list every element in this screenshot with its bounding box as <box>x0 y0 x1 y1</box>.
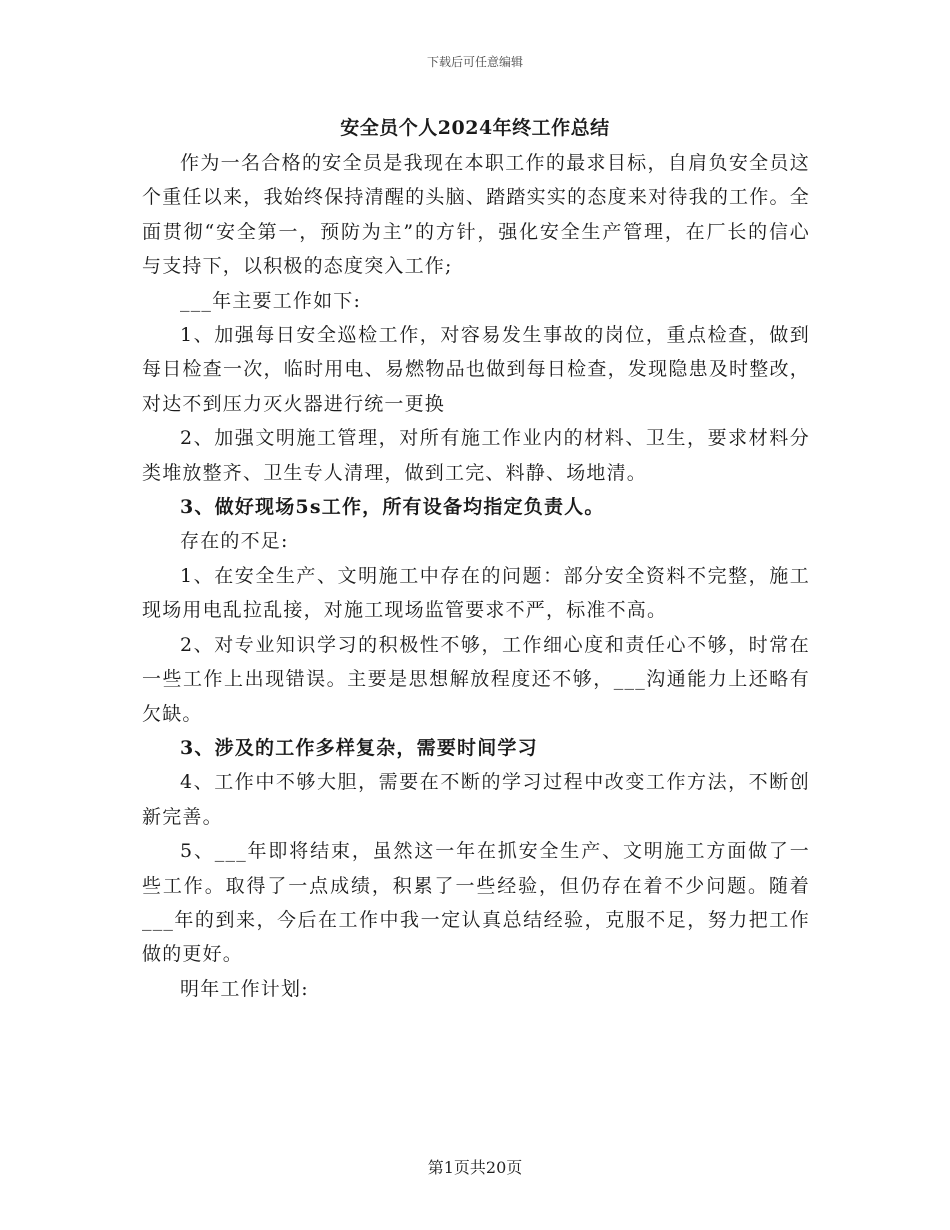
paragraph-bold: 3、涉及的工作多样复杂，需要时间学习 <box>180 736 538 759</box>
paragraph: 作为一名合格的安全员是我现在本职工作的最求目标，自肩负安全员这个重任以来，我始终保持清醒的头脑、踏踏实实的态度来对待我的工作。全面贯彻“安全第一，预防为主”的方针，强化安全生产管理，在厂长的信心与支持下，以积极的态度突入工作; <box>142 152 810 278</box>
paragraph: 1、在安全生产、文明施工中存在的问题：部分安全资料不完整，施工现场用电乱拉乱接，对施工现场监管要求不严，标准不高。 <box>142 564 810 622</box>
document-title: 安全员个人2024年终工作总结 <box>340 117 610 139</box>
page-footer: 第1页共20页 <box>427 1158 523 1177</box>
paragraph: 5、___年即将结束，虽然这一年在抓安全生产、文明施工方面做了一些工作。取得了一点成绩，积累了一些经验，但仍存在着不少问题。随着___年的到来，今后在工作中我一定认真总结经验，克服不足，努力把工作做的更好。 <box>142 840 810 966</box>
section-heading: 明年工作计划: <box>180 977 309 1000</box>
document-body <box>142 146 810 1006</box>
paragraph: ___年主要工作如下: <box>180 289 362 312</box>
paragraph-bold: 3、做好现场5s工作，所有设备均指定负责人。 <box>180 496 605 519</box>
paragraph: 4、工作中不够大胆，需要在不断的学习过程中改变工作方法，不断创新完善。 <box>142 771 810 828</box>
section-heading: 存在的不足: <box>180 530 289 553</box>
page-header: 下载后可任意编辑 <box>426 55 523 69</box>
paragraph: 2、加强文明施工管理，对所有施工作业内的材料、卫生，要求材料分类堆放整齐、卫生专人清理，做到工完、料静、场地清。 <box>142 427 810 484</box>
paragraph: 1、加强每日安全巡检工作，对容易发生事故的岗位，重点检查，做到每日检查一次，临时用电、易燃物品也做到每日检查，发现隐患及时整改，对达不到压力灭火器进行统一更换 <box>142 324 810 415</box>
paragraph: 2、对专业知识学习的积极性不够，工作细心度和责任心不够，时常在一些工作上出现错误。主要是思想解放程度还不够，___沟通能力上还略有欠缺。 <box>142 633 810 725</box>
